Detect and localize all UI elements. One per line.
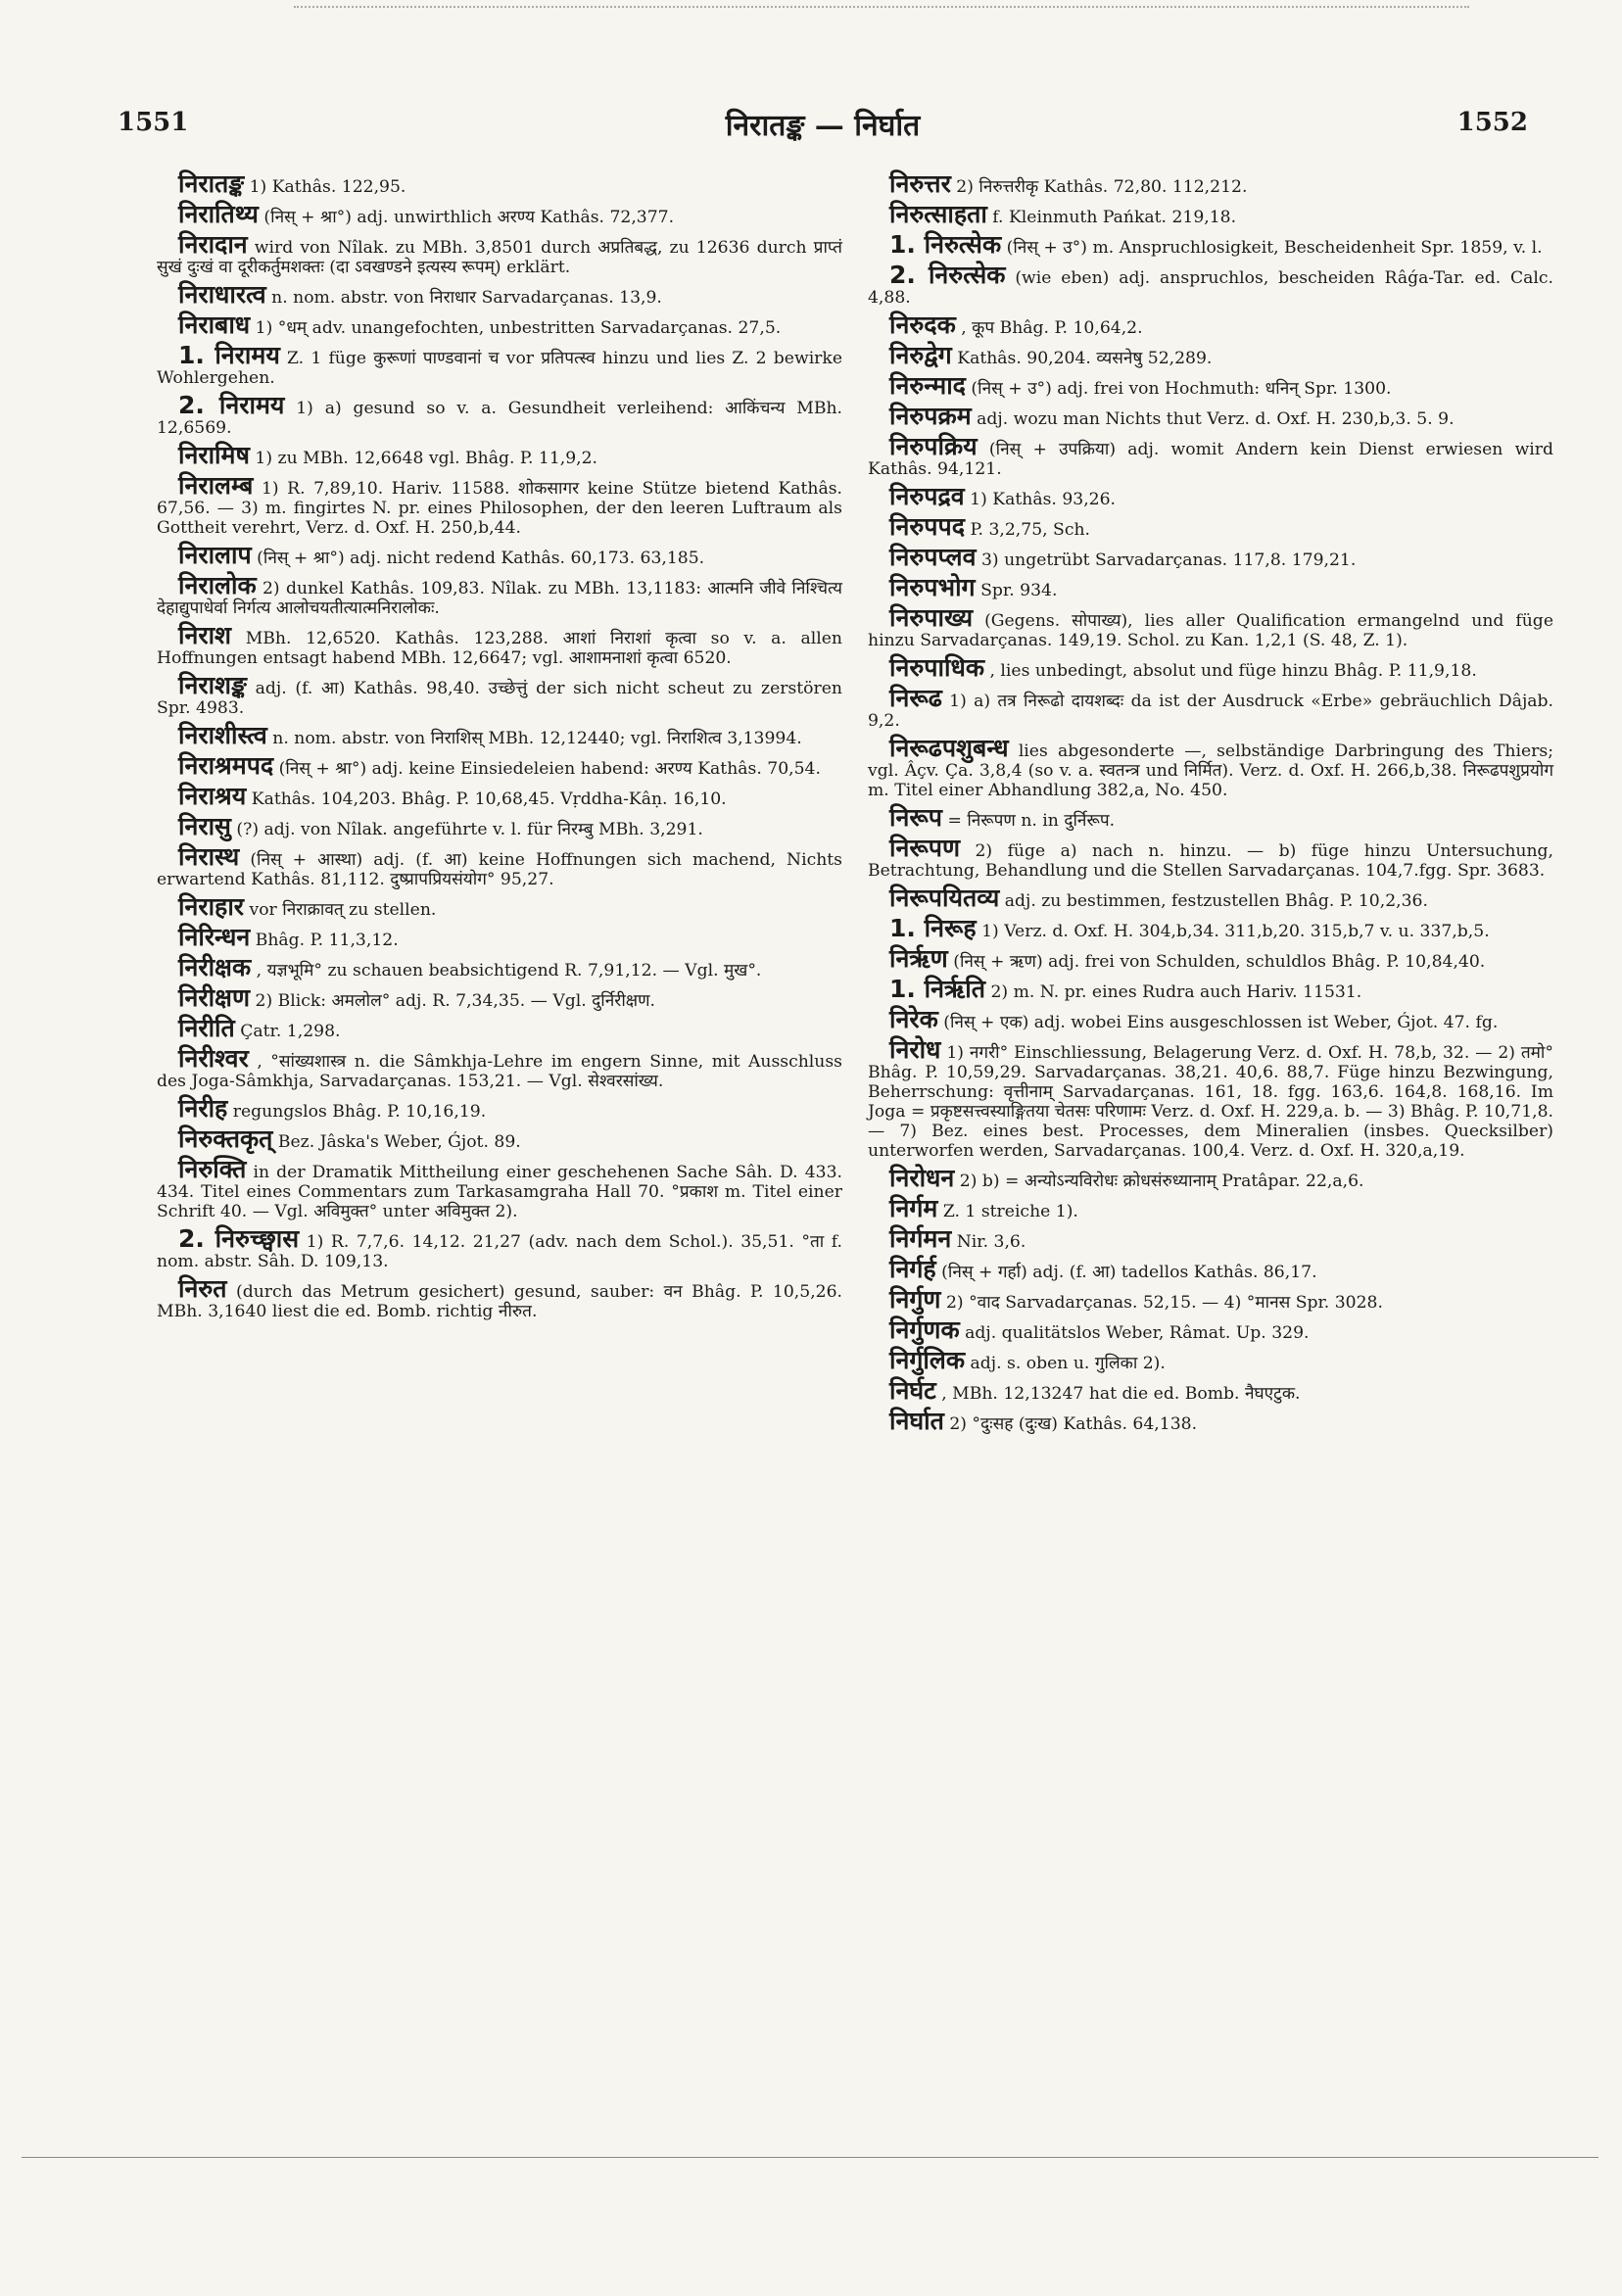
- dictionary-entry: [868, 803, 1553, 832]
- entry-headword: निर्गुलिक: [889, 1346, 966, 1374]
- dictionary-entry: [868, 482, 1553, 510]
- entry-text: 1) °धम् adv. unangefochten, unbestritten Sarvadarçanas. 27,5.: [255, 318, 782, 338]
- entry-text: 2) dunkel Kathâs. 109,83. Nîlak. zu MBh. 13,1183: आत्मनि जीवे निश्चित्य देहाद्युपाधेर्वा निर्गत्य आलोचयतीत्यात्मनिरालोकः.: [157, 579, 842, 618]
- dictionary-entry: [157, 391, 842, 438]
- dictionary-entry: [868, 1407, 1553, 1435]
- entry-headword: निरालाप: [178, 541, 252, 569]
- dictionary-entry: [157, 471, 842, 538]
- entry-text: 1) नगरी° Einschliessung, Belagerung Verz. d. Oxf. H. 78,b, 32. — 2) तमो° Bhâg. P. 10,59,29. Sarvadarçanas. 38,21. 40,6. 88,7. Füge hinzu Bezwingung, Beherrschung: वृत्तीनाम् Sarvadarçanas. 161, 18. fgg. 163,6. 164,8. 168,16. Im Joga = प्रकृष्टसत्त्वस्याङ्गितया चेतसः परिणामः Verz. d. Oxf. H. 229,a. b. — 3) Bhâg. P. 10,71,8. — 7) Bez. eines best. Processes, dem Mineralien (insbes. Quecksilber) unterworfen werden, Sarvadarçanas. 100,4. Verz. d. Oxf. H. 320,a,19.: [868, 1043, 1553, 1161]
- entry-headword: निराधारत्व: [178, 280, 266, 309]
- entry-text: 1) R. 7,89,10. Hariv. 11588. शोकसागर keine Stütze bietend Kathâs. 67,56. — 3) m. fingirtes N. pr. eines Philosophen, der den leeren Luftraum als Gottheit verehrt, Verz. d. Oxf. H. 250,b,44.: [157, 479, 842, 538]
- entry-text: Çatr. 1,298.: [240, 1022, 341, 1041]
- entry-text: Z. 1 füge कुरूणां पाण्डवानां च vor प्रतिपत्स्व hinzu und lies Z. 2 bewirke Wohlergehen.: [157, 349, 842, 388]
- entry-text: (निस् + आस्था) adj. (f. आ) keine Hoffnungen sich machend, Nichts erwartend Kathâs. 81,112. दुष्प्रापप्रियसंयोग° 95,27.: [157, 850, 842, 889]
- entry-headword: निरुदक: [889, 311, 956, 339]
- entry-headword: निरुत्साहता: [889, 200, 987, 228]
- dictionary-entry: [868, 1255, 1553, 1283]
- entry-text: 2) m. N. pr. eines Rudra auch Hariv. 11531.: [990, 982, 1362, 1002]
- entry-headword: निरीक्षक: [178, 953, 252, 981]
- entry-text: wird von Nîlak. zu MBh. 3,8501 durch अप्रतिबद्ध, zu 12636 durch प्राप्तं सुखं दुःखं वा दूरीकर्तुमशक्तः (दा ऽवखण्डने इत्यस्य रूपम्) erklärt.: [157, 238, 842, 277]
- dictionary-entry: [157, 842, 842, 889]
- entry-text: Nir. 3,6.: [956, 1232, 1026, 1252]
- dictionary-entry: [157, 341, 842, 388]
- entry-headword: निराहार: [178, 892, 245, 921]
- dictionary-entry: [868, 975, 1553, 1003]
- entry-text: Z. 1 streiche 1).: [942, 1202, 1078, 1221]
- entry-text: adj. s. oben u. गुलिका 2).: [970, 1354, 1166, 1373]
- entry-headword: निरीक्षण: [178, 983, 251, 1012]
- dictionary-entry: [868, 573, 1553, 601]
- entry-headword: निराशीस्त्व: [178, 721, 267, 749]
- dictionary-entry: [868, 884, 1553, 912]
- dictionary-entry: [868, 402, 1553, 430]
- entry-text: , lies unbedingt, absolut und füge hinzu Bhâg. P. 11,9,18.: [989, 661, 1477, 681]
- entry-headword: निरालम्ब: [178, 471, 254, 500]
- entry-text: Bez. Jâska's Weber, Ǵjot. 89.: [277, 1132, 521, 1152]
- dictionary-entry: [157, 1014, 842, 1042]
- dictionary-entry: [157, 311, 842, 339]
- dictionary-entry: [868, 371, 1553, 400]
- entry-text: 1) R. 7,7,6. 14,12. 21,27 (adv. nach dem Schol.). 35,51. °ता f. nom. abstr. Sâh. D. 109,13.: [157, 1232, 842, 1271]
- entry-headword: निरुपाख्य: [889, 603, 974, 632]
- entry-headword: निरासु: [178, 812, 231, 840]
- dictionary-entry: [868, 1035, 1553, 1161]
- dictionary-entry: [868, 261, 1554, 308]
- entry-headword: 2. निरामय: [178, 391, 285, 419]
- entry-headword: निर्गम: [889, 1194, 938, 1222]
- dictionary-entry: [157, 169, 842, 198]
- entry-text: , °सांख्यशास्त्र n. die Sâmkhja-Lehre im engern Sinne, mit Ausschluss des Joga-Sâmkhja, Sarvadarçanas. 153,21. — Vgl. सेश्वरसांख्य.: [157, 1052, 843, 1091]
- dictionary-entry: [868, 1315, 1553, 1344]
- dictionary-entry: [868, 734, 1553, 800]
- entry-headword: निरुपपद: [889, 512, 965, 541]
- entry-text: (निस् + उपक्रिया) adj. womit Andern kein Dienst erwiesen wird Kathâs. 94,121.: [868, 440, 1554, 479]
- dictionary-entry: [868, 543, 1553, 571]
- dictionary-entry: [868, 944, 1553, 973]
- entry-headword: निरातङ्क: [178, 169, 245, 198]
- dictionary-entry: [157, 1274, 842, 1321]
- entry-text: (?) adj. von Nîlak. angeführte v. l. für निरम्बु MBh. 3,291.: [236, 820, 703, 839]
- dictionary-entry: [868, 1376, 1553, 1405]
- dictionary-entry: [157, 671, 842, 718]
- entry-headword: निरुत्तर: [889, 169, 951, 198]
- entry-headword: निरूढ: [889, 684, 942, 712]
- entry-headword: निरूपण: [889, 834, 961, 862]
- top-dotted-rule: [294, 6, 1469, 8]
- entry-headword: निरूपयितव्य: [889, 884, 1000, 912]
- entry-headword: निरुपद्रव: [889, 482, 965, 510]
- entry-headword: निरीश्वर: [178, 1044, 249, 1073]
- dictionary-entry: [868, 512, 1553, 541]
- entry-headword: निरोधन: [889, 1164, 955, 1192]
- entry-text: 2) °वाद Sarvadarçanas. 52,15. — 4) °मानस Spr. 3028.: [945, 1293, 1383, 1313]
- entry-text: vor निराक्रावत् zu stellen.: [249, 900, 437, 920]
- entry-headword: 1. निरामय: [178, 341, 280, 369]
- entry-text: (निस् + श्रा°) adj. keine Einsiedeleien habend: अरण्य Kathâs. 70,54.: [278, 759, 821, 779]
- entry-headword: निरालोक: [178, 571, 257, 599]
- dictionary-entry: [157, 1224, 842, 1271]
- right-page-number: 1552: [1456, 108, 1528, 137]
- entry-text: adj. (f. आ) Kathâs. 98,40. उच्छेत्तुं der sich nicht scheut zu zerstören Spr. 4983.: [157, 679, 842, 718]
- entry-text: adj. qualitätslos Weber, Râmat. Up. 329.: [965, 1323, 1310, 1343]
- dictionary-entry: [868, 1194, 1553, 1222]
- entry-headword: निरोध: [889, 1035, 941, 1064]
- entry-headword: 1. निरुत्सेक: [889, 230, 1002, 259]
- entry-headword: निराशङ्क: [178, 671, 247, 699]
- entry-headword: निरुन्माद: [889, 371, 966, 400]
- entry-headword: निर्गुण: [889, 1285, 941, 1314]
- dictionary-entry: [868, 834, 1554, 881]
- entry-headword: निर्ऋण: [889, 944, 948, 973]
- bottom-rule: [22, 2157, 1598, 2158]
- dictionary-entry: [868, 603, 1553, 650]
- entry-text: (निस् + उ°) m. Anspruchlosigkeit, Bescheidenheit Spr. 1859, v. l.: [1006, 238, 1543, 258]
- entry-headword: निर्गमन: [889, 1224, 952, 1253]
- right-column: [868, 169, 1554, 1442]
- entry-text: (Gegens. सोपाख्य), lies aller Qualification ermangelnd und füge hinzu Sarvadarçanas. 149,19. Schol. zu Kan. 1,2,1 (S. 48, Z. 1).: [868, 611, 1553, 650]
- entry-text: 2) °दुःसह (दुःख) Kathâs. 64,138.: [949, 1414, 1198, 1434]
- entry-headword: निर्घात: [889, 1407, 944, 1435]
- entry-text: 2) निरुत्तरीकृ Kathâs. 72,80. 112,212.: [956, 177, 1248, 197]
- dictionary-entry: [157, 1044, 843, 1091]
- entry-headword: 2. निरुच्छ्वास: [178, 1224, 300, 1253]
- dictionary-entry: [157, 621, 843, 668]
- entry-headword: निरेक: [889, 1005, 938, 1033]
- entry-text: Kathâs. 104,203. Bhâg. P. 10,68,45. Vṛddha-Kâṇ. 16,10.: [251, 789, 727, 809]
- dictionary-entry: [868, 1164, 1553, 1192]
- dictionary-entry: [868, 200, 1553, 228]
- entry-headword: निरूप: [889, 803, 942, 832]
- entry-headword: 2. निरुत्सेक: [889, 261, 1006, 289]
- entry-headword: निरुक्तकृत्: [178, 1124, 273, 1153]
- entry-headword: 1. निर्ऋति: [889, 975, 985, 1003]
- dictionary-entry: [157, 230, 842, 277]
- entry-text: P. 3,2,75, Sch.: [970, 520, 1090, 540]
- entry-headword: निरुपभोग: [889, 573, 976, 601]
- entry-headword: निराश्रमपद: [178, 751, 274, 780]
- dictionary-entry: [157, 1155, 843, 1221]
- dictionary-entry: [868, 1346, 1553, 1374]
- dictionary-entry: [868, 653, 1553, 682]
- page-title: निरातङ्क — निर्घात: [725, 109, 921, 143]
- entry-headword: निरुत: [178, 1274, 227, 1303]
- entry-headword: निरीति: [178, 1014, 235, 1042]
- entry-headword: निरातिथ्य: [178, 200, 259, 228]
- dictionary-entry: [157, 983, 842, 1012]
- dictionary-entry: [868, 1224, 1553, 1253]
- entry-text: (निस् + उ°) adj. frei von Hochmuth: धनिन् Spr. 1300.: [971, 379, 1392, 399]
- dictionary-entry: [157, 541, 842, 569]
- entry-headword: निराश्रय: [178, 782, 247, 810]
- entry-text: = निरूपण n. in दुर्निरूप.: [947, 811, 1116, 831]
- dictionary-entry: [157, 812, 842, 840]
- dictionary-entry: [868, 341, 1553, 369]
- dictionary-entry: [157, 751, 842, 780]
- entry-headword: निरुपाधिक: [889, 653, 985, 682]
- entry-text: Kathâs. 90,204. व्यसनेषु 52,289.: [957, 349, 1213, 368]
- entry-headword: निरुद्वेग: [889, 341, 952, 369]
- entry-headword: निरूढपशुबन्ध: [889, 734, 1009, 762]
- dictionary-entry: [157, 200, 842, 228]
- entry-text: lies abgesonderte —, selbständige Darbringung des Thiers; vgl. Âçv. Ça. 3,8,4 (so v. a. स्वतन्त्र und निर्मित). Verz. d. Oxf. H. 266,b,38. निरूढपशुप्रयोग m. Titel einer Abhandlung 382,a, No. 450.: [868, 741, 1553, 800]
- entry-text: 3) ungetrübt Sarvadarçanas. 117,8. 179,21.: [980, 550, 1357, 570]
- entry-text: n. nom. abstr. von निराधार Sarvadarçanas. 13,9.: [271, 288, 662, 308]
- entry-headword: निरुपक्रम: [889, 402, 972, 430]
- entry-headword: निर्गुणक: [889, 1315, 960, 1344]
- entry-text: 1) a) gesund so v. a. Gesundheit verleihend: आकिंचन्य MBh. 12,6569.: [157, 399, 842, 438]
- dictionary-entry: [157, 782, 842, 810]
- dictionary-entry: [868, 311, 1553, 339]
- entry-text: , यज्ञभूमि° zu schauen beabsichtigend R. 7,91,12. — Vgl. मुख°.: [256, 961, 762, 981]
- dictionary-entry: [157, 721, 842, 749]
- entry-text: Spr. 934.: [980, 581, 1058, 600]
- entry-text: 1) zu MBh. 12,6648 vgl. Bhâg. P. 11,9,2.: [255, 449, 598, 468]
- page-header: [118, 108, 1528, 147]
- entry-headword: निरादान: [178, 230, 248, 259]
- dictionary-entry: [868, 169, 1553, 198]
- entry-headword: निर्घट: [889, 1376, 936, 1405]
- dictionary-entry: [868, 230, 1553, 259]
- entry-headword: निरुपप्लव: [889, 543, 977, 571]
- entry-text: Bhâg. P. 11,3,12.: [255, 931, 399, 950]
- entry-headword: निरास्थ: [178, 842, 240, 871]
- entry-text: (निस् + गर्हा) adj. (f. आ) tadellos Kathâs. 86,17.: [941, 1263, 1317, 1282]
- dictionary-entry: [157, 1124, 842, 1153]
- entry-text: regungslos Bhâg. P. 10,16,19.: [232, 1102, 487, 1122]
- entry-text: (निस् + ऋण) adj. frei von Schulden, schuldlos Bhâg. P. 10,84,40.: [953, 952, 1486, 972]
- entry-text: 1) a) तत्र निरूढो दायशब्दः da ist der Ausdruck «Erbe» gebräuchlich Dâjab. 9,2.: [868, 692, 1553, 731]
- entry-text: 2) Blick: अमलोल° adj. R. 7,34,35. — Vgl. दुर्निरीक्षण.: [255, 991, 655, 1011]
- entry-headword: निरुक्ति: [178, 1155, 247, 1183]
- entry-text: 1) Kathâs. 93,26.: [970, 490, 1116, 509]
- entry-headword: निरामिष: [178, 441, 250, 469]
- entry-text: (निस् + श्रा°) adj. nicht redend Kathâs. 60,173. 63,185.: [257, 549, 705, 568]
- dictionary-entry: [868, 914, 1553, 942]
- dictionary-entry: [157, 953, 842, 981]
- entry-headword: निराश: [178, 621, 232, 649]
- left-column: [157, 169, 843, 1329]
- entry-text: 2) füge a) nach n. hinzu. — b) füge hinzu Untersuchung, Betrachtung, Behandlung und die Stellen Sarvadarçanas. 104,7.fgg. Spr. 3683.: [868, 841, 1554, 881]
- dictionary-entry: [868, 1285, 1553, 1314]
- entry-text: in der Dramatik Mittheilung einer geschehenen Sache Sâh. D. 433. 434. Titel eines Commentars zum Tarkasamgraha Hall 70. °प्रकाश m. Titel einer Schrift 40. — Vgl. अविमुक्त° unter अविमुक्त 2).: [157, 1163, 843, 1221]
- entry-text: (wie eben) adj. anspruchlos, bescheiden Râǵa-Tar. ed. Calc. 4,88.: [868, 268, 1554, 308]
- entry-text: f. Kleinmuth Pańkat. 219,18.: [992, 208, 1237, 227]
- entry-headword: निरीह: [178, 1094, 228, 1123]
- dictionary-entry: [157, 571, 842, 618]
- dictionary-entry: [157, 441, 842, 469]
- entry-text: n. nom. abstr. von निराशिस् MBh. 12,12440; vgl. निराशित्व 3,13994.: [272, 729, 802, 748]
- dictionary-entry: [868, 432, 1554, 479]
- entry-text: , MBh. 12,13247 hat die ed. Bomb. नैघएटुक.: [941, 1384, 1301, 1404]
- entry-headword: निरुपक्रिय: [889, 432, 978, 460]
- entry-headword: 1. निरूह: [889, 914, 977, 942]
- entry-text: 2) b) = अन्योऽन्यविरोधः क्रोधसंरुध्यानाम् Pratâpar. 22,a,6.: [959, 1172, 1364, 1191]
- dictionary-entry: [157, 892, 842, 921]
- entry-text: , कूप Bhâg. P. 10,64,2.: [961, 318, 1143, 338]
- entry-text: adj. wozu man Nichts thut Verz. d. Oxf. H. 230,b,3. 5. 9.: [977, 409, 1455, 429]
- entry-text: MBh. 12,6520. Kathâs. 123,288. आशां निराशां कृत्वा so v. a. allen Hoffnungen entsagt habend MBh. 12,6647; vgl. आशामनाशां कृत्वा 6520.: [157, 629, 843, 668]
- entry-text: adj. zu bestimmen, festzustellen Bhâg. P. 10,2,36.: [1004, 891, 1428, 911]
- entry-text: (निस् + एक) adj. wobei Eins ausgeschlossen ist Weber, Ǵjot. 47. fg.: [943, 1013, 1499, 1032]
- dictionary-entry: [157, 923, 842, 951]
- entry-text: (निस् + श्रा°) adj. unwirthlich अरण्य Kathâs. 72,377.: [263, 208, 675, 227]
- entry-headword: निर्गर्ह: [889, 1255, 936, 1283]
- entry-headword: निरिन्धन: [178, 923, 251, 951]
- entry-text: 1) Verz. d. Oxf. H. 304,b,34. 311,b,20. 315,b,7 v. u. 337,b,5.: [981, 922, 1490, 941]
- dictionary-entry: [868, 684, 1553, 731]
- entry-text: 1) Kathâs. 122,95.: [249, 177, 406, 197]
- entry-text: (durch das Metrum gesichert) gesund, sauber: वन Bhâg. P. 10,5,26. MBh. 3,1640 liest die ed. Bomb. richtig नीरुत.: [157, 1282, 842, 1321]
- entry-headword: निराबाध: [178, 311, 251, 339]
- dictionary-entry: [868, 1005, 1553, 1033]
- left-page-number: 1551: [118, 108, 189, 137]
- dictionary-entry: [157, 280, 842, 309]
- dictionary-entry: [157, 1094, 842, 1123]
